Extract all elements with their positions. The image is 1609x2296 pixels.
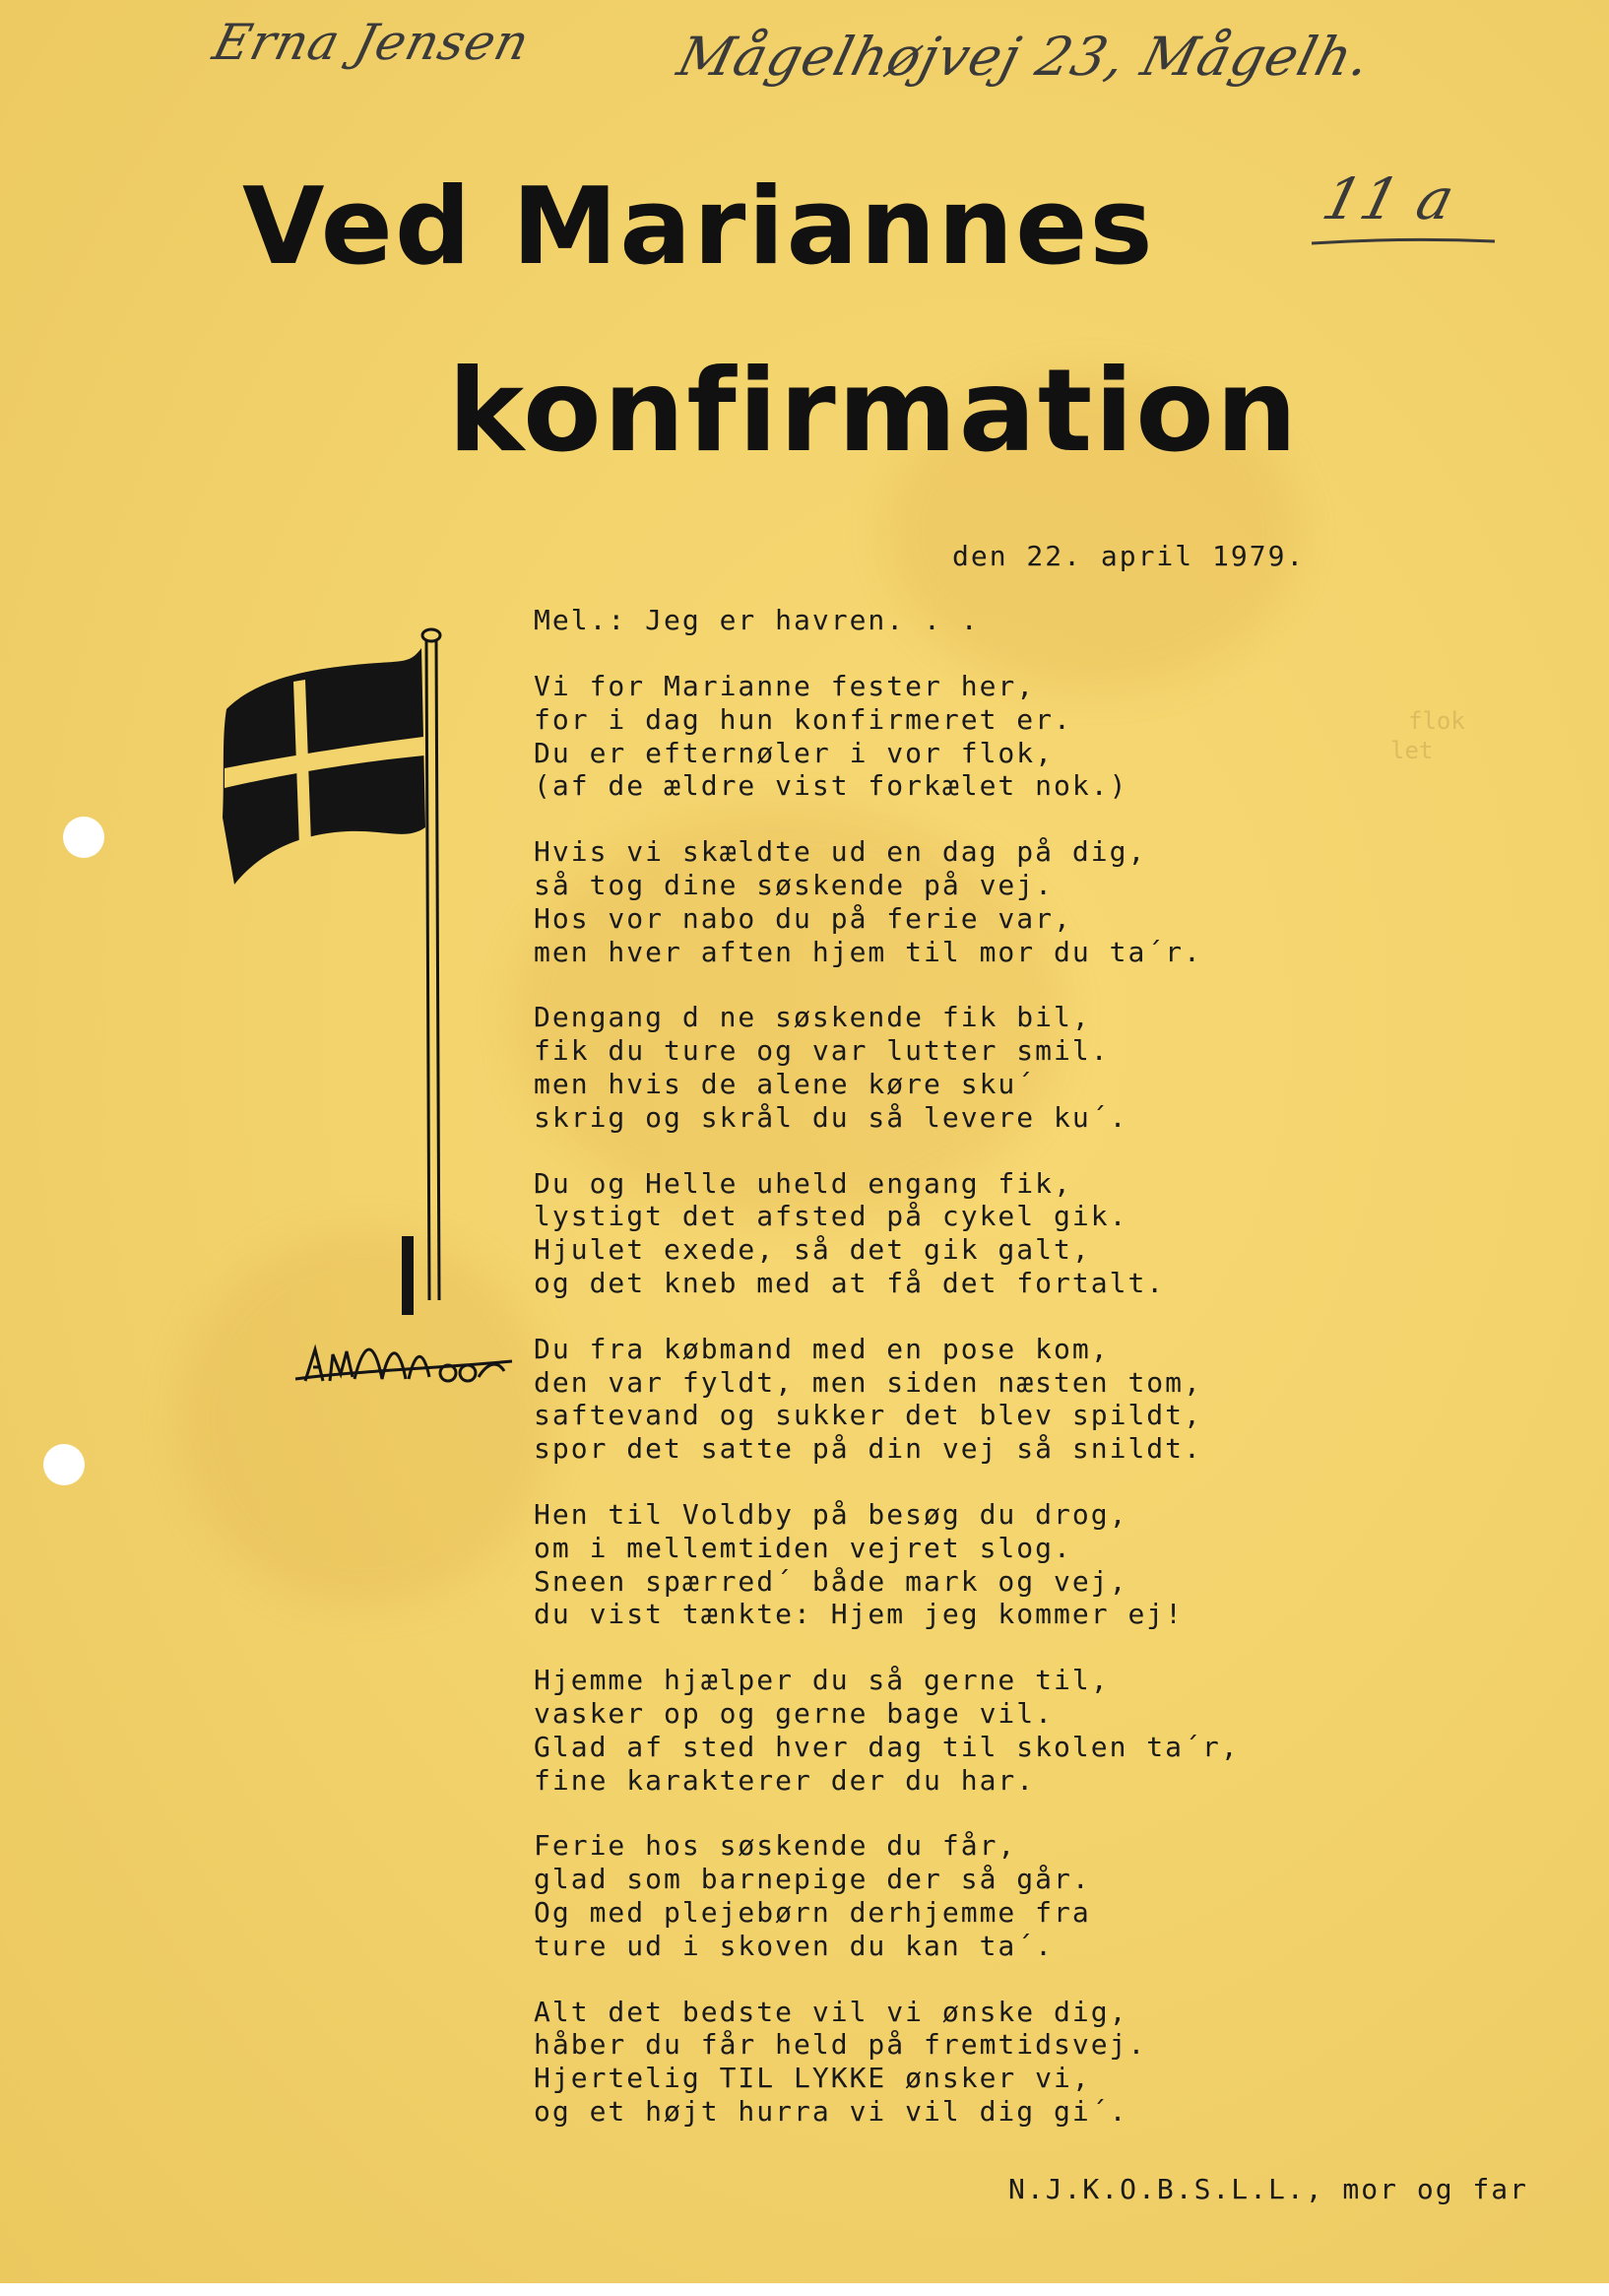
stanza <box>534 1167 1240 1300</box>
poem-line: skrig og skrål du så levere ku´. <box>534 1100 1128 1134</box>
poem-line: du vist tænkte: Hjem jeg kommer ej! <box>534 1598 1185 1631</box>
flag-pole-illustration <box>197 621 522 1409</box>
poem-line: saftevand og sukker det blev spildt, <box>534 1399 1202 1432</box>
poem-line: håber du får held på fremtidsvej. <box>534 2028 1147 2062</box>
stanza <box>534 1498 1240 1631</box>
stanza <box>534 1829 1240 1962</box>
poem-line: for i dag hun konfirmeret er. <box>534 702 1072 736</box>
punch-hole-lower <box>43 1444 85 1485</box>
punch-hole-upper <box>63 817 104 858</box>
poem-line: og det kneb med at få det fortalt. <box>534 1266 1166 1299</box>
poem-line: Hos vor nabo du på ferie var, <box>534 901 1072 935</box>
poem-line: Sneen spærred´ både mark og vej, <box>534 1564 1128 1598</box>
stanza <box>534 1996 1240 2129</box>
poem-line: Du og Helle uheld engang fik, <box>534 1166 1072 1200</box>
poem-line: Du fra købmand med en pose kom, <box>534 1332 1110 1365</box>
poem-line: lystigt det afsted på cykel gik. <box>534 1200 1128 1233</box>
danish-flag-icon <box>223 648 425 885</box>
poem-line: om i mellemtiden vejret slog. <box>534 1531 1072 1564</box>
poem-line: ture ud i skoven du kan ta´. <box>534 1929 1055 1962</box>
page-margin <box>0 2283 1609 2296</box>
melody-line: Mel.: Jeg er havren. . . <box>534 604 980 636</box>
poem-line: (af de ældre vist forkælet nok.) <box>534 769 1128 803</box>
title-line-1: Ved Mariannes <box>242 165 1155 289</box>
handwritten-name: Erna Jensen <box>207 14 536 71</box>
poem-line: Hjemme hjælper du så gerne til, <box>534 1664 1110 1697</box>
handwritten-underline <box>1310 231 1497 251</box>
poem-line: spor det satte på din vej så snildt. <box>534 1432 1202 1466</box>
title-line-2: konfirmation <box>448 345 1300 478</box>
poem-line: fine karakterer der du har. <box>534 1763 1036 1797</box>
poem-line: Glad af sted hver dag til skolen ta´r, <box>534 1730 1240 1763</box>
poem-line: glad som barnepige der så går. <box>534 1863 1091 1896</box>
poem-line: og et højt hurra vi vil dig gi´. <box>534 2094 1128 2128</box>
poem-line: Alt det bedste vil vi ønske dig, <box>534 1995 1128 2028</box>
poem-line: vasker op og gerne bage vil. <box>534 1696 1055 1730</box>
bleed-through-text-1: flok <box>1408 707 1465 735</box>
poem-line: Og med plejebørn derhjemme fra <box>534 1895 1091 1929</box>
poem-line: Du er efternøler i vor flok, <box>534 736 1055 769</box>
poem-line: fik du ture og var lutter smil. <box>534 1034 1110 1068</box>
poem-line: Hjertelig TIL LYKKE ønsker vi, <box>534 2062 1091 2095</box>
stanza <box>534 835 1240 968</box>
bleed-through-text-2: let <box>1390 737 1434 764</box>
poem-line: så tog dine søskende på vej. <box>534 868 1055 901</box>
stanza <box>534 1001 1240 1134</box>
poem-line: Hen til Voldby på besøg du drog, <box>534 1497 1128 1531</box>
poem-line: Hjulet exede, så det gik galt, <box>534 1233 1091 1267</box>
handwritten-number: 11 a <box>1316 165 1462 232</box>
handwritten-address: Mågelhøjvej 23, Mågelh. <box>672 26 1378 88</box>
poem-line: Dengang d ne søskende fik bil, <box>534 1001 1091 1034</box>
signature-line: N.J.K.O.B.S.L.L., mor og far <box>1008 2173 1529 2205</box>
poem-line: men hver aften hjem til mor du ta´r. <box>534 935 1202 968</box>
poem-line: Vi for Marianne fester her, <box>534 670 1036 702</box>
poem-line: men hvis de alene køre sku´ <box>534 1067 1036 1100</box>
poem-line: Hvis vi skældte ud en dag på dig, <box>534 835 1147 869</box>
poem-line: Ferie hos søskende du får, <box>534 1829 1017 1863</box>
poem <box>534 670 1240 2161</box>
stanza <box>534 1664 1240 1797</box>
date-line: den 22. april 1979. <box>952 540 1306 572</box>
grass-base <box>295 1349 512 1381</box>
stanza <box>534 670 1240 803</box>
poem-line: den var fyldt, men siden næsten tom, <box>534 1365 1202 1399</box>
stanza <box>534 1333 1240 1466</box>
